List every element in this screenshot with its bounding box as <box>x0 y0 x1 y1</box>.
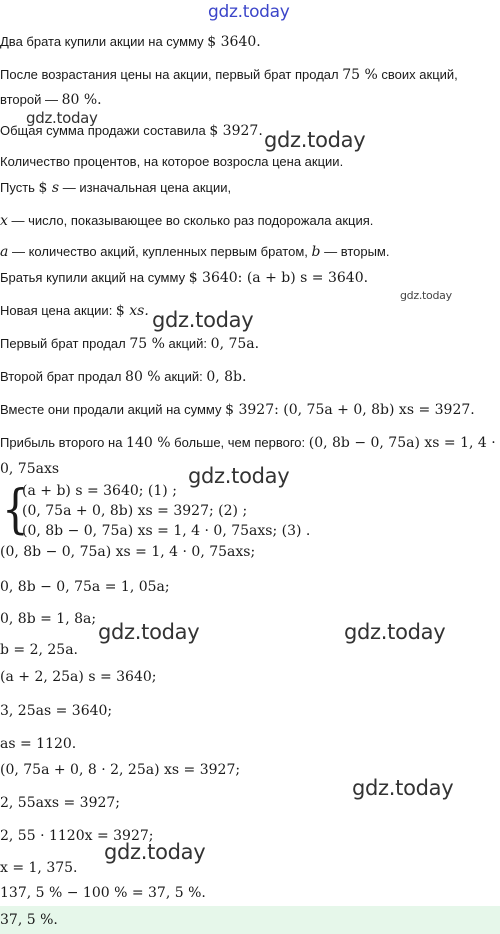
step-7 <box>0 735 76 753</box>
solution-line-7 <box>0 212 373 230</box>
math: 75 % <box>342 67 378 83</box>
text: больше, чем первого: <box>170 435 309 450</box>
problem-line-5 <box>0 153 343 171</box>
solution-line-11 <box>0 335 259 353</box>
watermark-top: gdz.today <box>208 2 290 22</box>
math: x = 1, 375. <box>0 860 78 876</box>
watermark-7: gdz.today <box>344 620 446 644</box>
math: 2, 55axs = 3927; <box>0 795 121 811</box>
problem-line-3 <box>0 91 102 109</box>
text: акций: <box>160 369 207 384</box>
text: акций: <box>164 336 211 351</box>
math: 2, 55 · 1120x = 3927; <box>0 828 154 844</box>
step-4 <box>0 641 78 659</box>
math: as = 1120. <box>0 736 77 752</box>
solution-line-9 <box>0 269 368 287</box>
math: $ 3927. <box>209 123 263 139</box>
step-5 <box>0 668 156 686</box>
math: $ 3927: (0, 75a + 0, 8b) xs = 3927. <box>225 402 475 418</box>
watermark-3: gdz.today <box>400 289 452 302</box>
text: — количество акций, купленных первым братом, <box>8 244 312 259</box>
step-9 <box>0 794 120 812</box>
system-equation-3 <box>22 522 310 540</box>
math: 3, 25as = 3640; <box>0 703 113 719</box>
watermark-8: gdz.today <box>352 776 454 800</box>
math-var: s <box>51 180 60 196</box>
problem-line-1 <box>0 33 261 51</box>
text: Братья купили акций на сумму <box>0 270 189 285</box>
step-11 <box>0 859 78 877</box>
text: Общая сумма продажи составила <box>0 123 210 138</box>
solution-line-10 <box>0 302 149 320</box>
watermark-1: gdz.today <box>26 109 98 127</box>
system-equation-2 <box>22 502 247 520</box>
text: — вторым. <box>320 244 390 259</box>
text: второй — <box>0 92 62 107</box>
solution-line-8 <box>0 243 389 261</box>
system-equation-1 <box>22 482 177 500</box>
text: После возрастания цены на акции, первый брат продал <box>0 67 343 82</box>
math: 80 % <box>125 369 161 385</box>
math: (0, 8b − 0, 75a) xs = 1, 4 · <box>308 435 496 451</box>
math-var: b <box>311 244 321 260</box>
math: $ <box>115 303 130 319</box>
text: Количество процентов, на которое возросла цена акции. <box>0 154 344 169</box>
math: (a + 2, 25a) s = 3640; <box>0 669 157 685</box>
math: 0, 75axs <box>0 461 60 477</box>
math: 0, 75a. <box>210 336 260 352</box>
system-brace: { <box>2 478 29 540</box>
solution-line-12 <box>0 368 246 386</box>
watermark-9: gdz.today <box>104 840 206 864</box>
text: своих акций, <box>377 67 458 82</box>
math-var: xs. <box>129 303 149 319</box>
answer <box>0 911 58 929</box>
step-2 <box>0 578 170 596</box>
solution-line-13 <box>0 401 475 419</box>
watermark-4: gdz.today <box>152 308 254 332</box>
text: Два брата купили акции на сумму <box>0 34 208 49</box>
math: 0, 8b − 0, 75a = 1, 05a; <box>0 579 170 595</box>
step-6 <box>0 702 112 720</box>
solution-line-15 <box>0 460 59 478</box>
solution-line-6 <box>0 179 231 197</box>
solution-line-14 <box>0 434 496 452</box>
watermark-6: gdz.today <box>98 620 200 644</box>
math-var: x <box>0 213 8 229</box>
problem-line-2 <box>0 66 458 84</box>
math: $ 3640. <box>207 34 261 50</box>
math: b = 2, 25a. <box>0 642 79 658</box>
math: (a + b) s = 3640; (1) ; <box>22 483 177 499</box>
math: 75 % <box>129 336 165 352</box>
text: Первый брат продал <box>0 336 130 351</box>
math: 0, 8b = 1, 8a; <box>0 611 97 627</box>
step-3 <box>0 610 96 628</box>
text: Прибыль второго на <box>0 435 127 450</box>
step-1 <box>0 543 255 561</box>
math: (0, 75a + 0, 8b) xs = 3927; (2) ; <box>22 503 248 519</box>
math: 80 %. <box>61 92 102 108</box>
math: (0, 8b − 0, 75a) xs = 1, 4 · 0, 75axs; <box>0 544 256 560</box>
math: $ 3640: (a + b) s = 3640. <box>188 270 369 286</box>
step-12 <box>0 884 206 902</box>
math: 37, 5 %. <box>0 912 58 928</box>
math: (0, 75a + 0, 8 · 2, 25a) xs = 3927; <box>0 762 241 778</box>
math: 137, 5 % − 100 % = 37, 5 %. <box>0 885 206 901</box>
text: Вместе они продали акций на сумму <box>0 402 226 417</box>
step-8 <box>0 761 240 779</box>
math: $ <box>38 180 52 196</box>
watermark-2: gdz.today <box>264 128 366 152</box>
text: Новая цена акции: <box>0 303 116 318</box>
math: (0, 8b − 0, 75a) xs = 1, 4 · 0, 75axs; (3) . <box>22 523 311 539</box>
math-var: a <box>0 244 9 260</box>
answer-highlight <box>0 906 500 934</box>
text: — изначальная цена акции, <box>59 180 232 195</box>
math: 140 % <box>126 435 171 451</box>
text: Пусть <box>0 180 39 195</box>
math: 0, 8b. <box>206 369 247 385</box>
text: Второй брат продал <box>0 369 126 384</box>
watermark-5: gdz.today <box>188 464 290 488</box>
text: — число, показывающее во сколько раз подорожала акция. <box>7 213 374 228</box>
problem-line-4 <box>0 122 263 140</box>
